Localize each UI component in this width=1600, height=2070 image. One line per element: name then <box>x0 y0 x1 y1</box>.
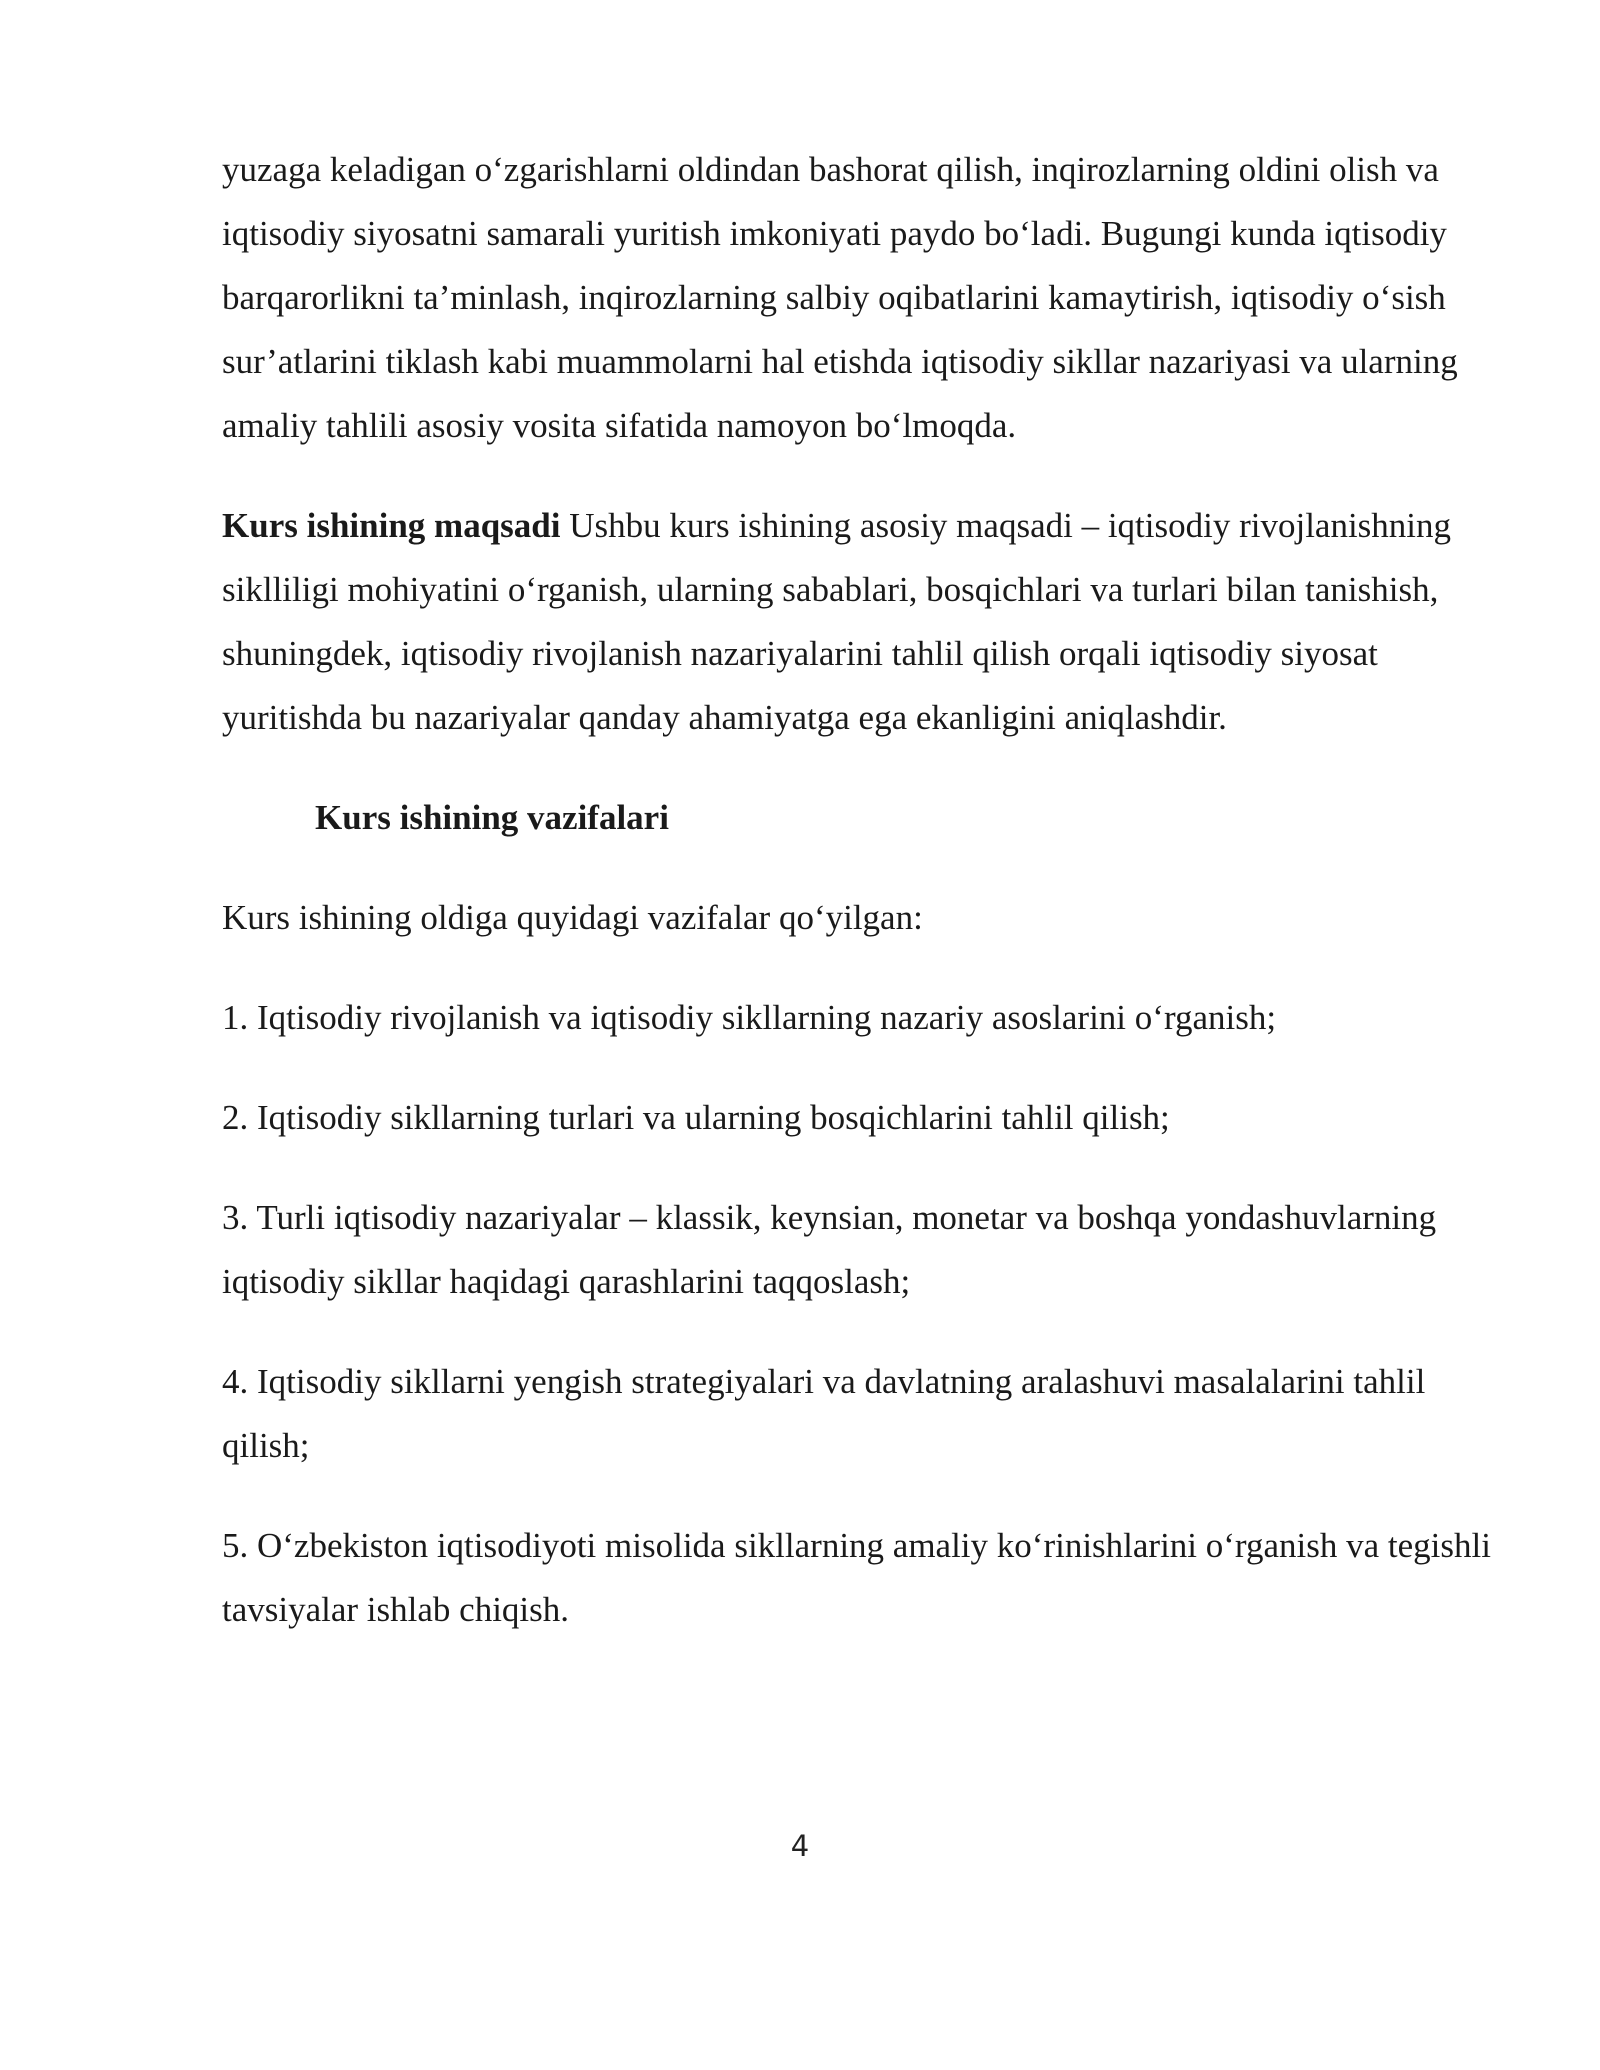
goal-text: Ushbu kurs ishining asosiy maqsadi – iqtisodiy rivojlanishning siklliligi mohiyatini o‘rganish, ularning sabablari, bosqichlari va turlari bilan tanishish, shuningdek, iqtisodiy rivojlanish nazariyalarini tahlil qilish orqali iqtisodiy siyosat yuritishda bu nazariyalar qanday ahamiyatga ega ekanligini aniqlashdir. <box>222 506 1452 737</box>
tasks-intro: Kurs ishining oldiga quyidagi vazifalar qo‘yilgan: <box>222 898 923 937</box>
page-number: 4 <box>790 1829 810 1863</box>
task-item-4: 4. Iqtisodiy sikllarni yengish strategiyalari va davlatning aralashuvi masalalarini tahlil qilish; <box>222 1362 1426 1465</box>
page-body <box>222 138 1512 1642</box>
task-item-5: 5. O‘zbekiston iqtisodiyoti misolida sikllarning amaliy ko‘rinishlarini o‘rganish va tegishli tavsiyalar ishlab chiqish. <box>222 1526 1491 1629</box>
goal-paragraph <box>222 494 1512 750</box>
task-item-2: 2. Iqtisodiy sikllarning turlari va ularning bosqichlarini tahlil qilish; <box>222 1098 1170 1137</box>
task-item-1: 1. Iqtisodiy rivojlanish va iqtisodiy sikllarning nazariy asoslarini o‘rganish; <box>222 998 1277 1037</box>
goal-label: Kurs ishining maqsadi <box>222 506 561 545</box>
tasks-heading: Kurs ishining vazifalari <box>315 798 669 837</box>
intro-paragraph: yuzaga keladigan o‘zgarishlarni oldindan bashorat qilish, inqirozlarning oldini olish va iqtisodiy siyosatni samarali yuritish imkoniyati paydo bo‘ladi. Bugungi kunda iqtisodiy barqarorlikni ta’minlash, inqirozlarning salbiy oqibatlarini kamaytirish, iqtisodiy o‘sish sur’atlarini tiklash kabi muammolarni hal etishda iqtisodiy sikllar nazariyasi va ularning amaliy tahlili asosiy vosita sifatida namoyon bo‘lmoqda. <box>222 150 1458 445</box>
task-item-3: 3. Turli iqtisodiy nazariyalar – klassik, keynsian, monetar va boshqa yondashuvlarning iqtisodiy sikllar haqidagi qarashlarini taqqoslash; <box>222 1198 1437 1301</box>
